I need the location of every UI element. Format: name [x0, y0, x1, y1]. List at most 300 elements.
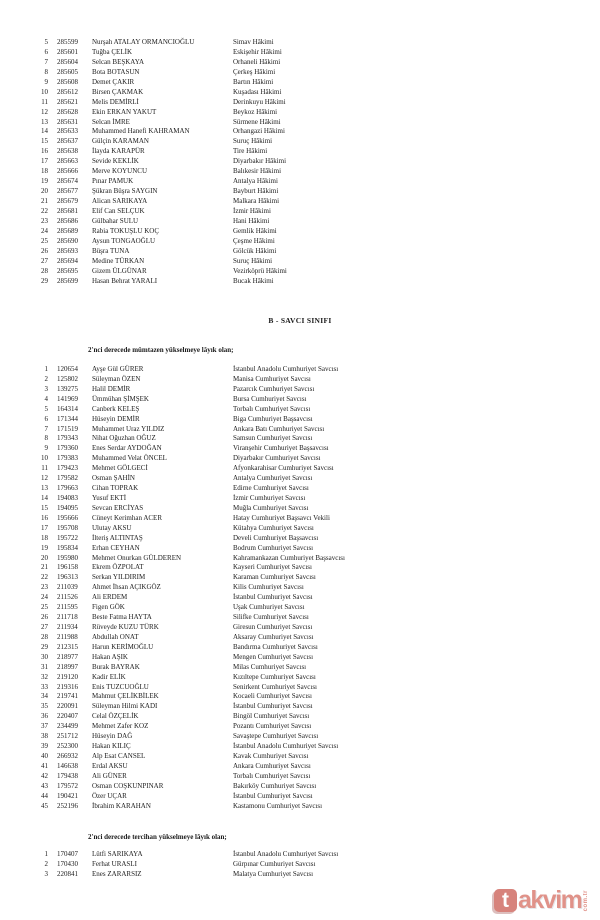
- person-name: Bota BOTASUN: [92, 67, 140, 76]
- table-row: [0, 147, 600, 157]
- takvim-logo-text: akvim: [518, 886, 582, 914]
- row-number: 16: [41, 513, 48, 522]
- hakim-list: [0, 38, 600, 286]
- registry-number: 179582: [57, 474, 78, 483]
- row-number: 9: [44, 444, 48, 453]
- registry-number: 211526: [57, 593, 78, 602]
- person-name: Nihat Oğuzhan OĞUZ: [92, 434, 156, 443]
- row-number: 1: [44, 850, 48, 858]
- table-row: [0, 48, 600, 58]
- registry-number: 285694: [57, 256, 78, 265]
- table-row: [0, 762, 600, 772]
- row-number: 16: [41, 147, 48, 156]
- duty-title: Bakırköy Cumhuriyet Savcısı: [233, 781, 317, 790]
- person-name: Alican SARIKAYA: [92, 197, 148, 205]
- person-name: Osman ŞAHİN: [92, 474, 135, 483]
- duty-title: Bursa Cumhuriyet Savcısı: [233, 394, 307, 403]
- duty-title: Malatya Cumhuriyet Savcısı: [233, 870, 314, 878]
- duty-title: Orhangazi Hâkimi: [233, 127, 285, 136]
- savci-list-2: [0, 849, 600, 879]
- registry-number: 211595: [57, 603, 78, 612]
- row-number: 23: [41, 583, 48, 592]
- duty-title: Bucak Hâkimi: [233, 276, 274, 285]
- duty-title: Ankara Cumhuriyet Savcısı: [233, 761, 311, 770]
- duty-title: Edirne Cumhuriyet Savcısı: [233, 484, 309, 493]
- row-number: 10: [41, 454, 48, 463]
- duty-title: Kayseri Cumhuriyet Savcısı: [233, 563, 312, 572]
- table-row: [0, 207, 600, 217]
- duty-title: Suruç Hâkimi: [233, 137, 273, 146]
- duty-title: Diyarbakır Cumhuriyet Savcısı: [233, 454, 321, 463]
- duty-title: Mengen Cumhuriyet Savcısı: [233, 652, 314, 661]
- table-row: [0, 257, 600, 267]
- duty-title: Antalya Hâkimi: [233, 177, 278, 186]
- table-row: [0, 444, 600, 454]
- table-row: [0, 772, 600, 782]
- person-name: Elif Can SELÇUK: [92, 206, 145, 215]
- person-name: Ümmühan ŞİMŞEK: [92, 394, 149, 403]
- subsection-2-header: 2'nci derecede tercihan yükselmeye lâyık olan;: [88, 833, 227, 841]
- row-number: 21: [41, 197, 48, 205]
- row-number: 37: [41, 722, 48, 731]
- row-number: 8: [44, 434, 48, 443]
- person-name: Ulutay AKSU: [92, 523, 132, 532]
- registry-number: 195666: [57, 513, 78, 522]
- registry-number: 141969: [57, 394, 78, 403]
- row-number: 5: [44, 38, 48, 46]
- registry-number: 196158: [57, 563, 78, 572]
- row-number: 11: [41, 464, 48, 473]
- duty-title: Aksaray Cumhuriyet Savcısı: [233, 632, 314, 641]
- registry-number: 219741: [57, 692, 78, 701]
- registry-number: 285638: [57, 147, 78, 156]
- duty-title: Diyarbakır Hâkimi: [233, 157, 287, 166]
- registry-number: 285621: [57, 97, 78, 106]
- person-name: Hüseyin DAĞ: [92, 732, 133, 741]
- table-row: [0, 474, 600, 484]
- table-row: [0, 484, 600, 494]
- person-name: Burak BAYRAK: [92, 662, 140, 671]
- row-number: 10: [41, 87, 48, 96]
- person-name: Enes ZARARSIZ: [92, 870, 142, 878]
- registry-number: 171519: [57, 424, 78, 433]
- duty-title: Kastamonu Cumhuriyet Savcısı: [233, 801, 323, 810]
- person-name: Alp Esat CANSEL: [92, 751, 146, 760]
- row-number: 40: [41, 751, 48, 760]
- table-row: [0, 167, 600, 177]
- row-number: 28: [41, 266, 48, 275]
- duty-title: Balıkesir Hâkimi: [233, 167, 282, 176]
- duty-title: Pozantı Cumhuriyet Savcısı: [233, 722, 312, 731]
- table-row: [0, 88, 600, 98]
- duty-title: Kuşadası Hâkimi: [233, 87, 282, 96]
- duty-title: Bayburt Hâkimi: [233, 187, 279, 196]
- registry-number: 285631: [57, 117, 78, 126]
- person-name: Süleyman Hilmi KADI: [92, 702, 158, 711]
- table-row: [0, 643, 600, 653]
- duty-title: Bandırma Cumhuriyet Savcısı: [233, 642, 318, 651]
- registry-number: 285674: [57, 177, 78, 186]
- person-name: Figen GÖK: [92, 603, 125, 612]
- person-name: Mahmut ÇELİKBİLEK: [92, 692, 159, 701]
- row-number: 24: [41, 226, 48, 235]
- person-name: Ferhat URASLI: [92, 860, 137, 868]
- person-name: Cüneyt Kerimhan ACER: [92, 513, 162, 522]
- registry-number: 285663: [57, 157, 78, 166]
- person-name: Medine TÜRKAN: [92, 256, 145, 265]
- duty-title: Hatay Cumhuriyet Başsavcı Vekili: [233, 513, 330, 522]
- person-name: Rabia TOKUŞLU KOÇ: [92, 226, 160, 235]
- duty-title: Karaman Cumhuriyet Savcısı: [233, 573, 316, 582]
- takvim-logo-domain: com.tr: [583, 889, 590, 912]
- duty-title: Orhaneli Hâkimi: [233, 57, 281, 66]
- row-number: 6: [44, 47, 48, 56]
- registry-number: 171344: [57, 414, 78, 423]
- table-row: [0, 563, 600, 573]
- person-name: Demet ÇAKIR: [92, 77, 135, 86]
- person-name: Selcan BEŞKAYA: [92, 57, 145, 66]
- duty-title: Hani Hâkimi: [233, 216, 270, 225]
- table-row: [0, 792, 600, 802]
- duty-title: Antalya Cumhuriyet Savcısı: [233, 474, 313, 483]
- duty-title: Samsun Cumhuriyet Savcısı: [233, 434, 313, 443]
- row-number: 26: [41, 613, 48, 622]
- duty-title: Afyonkarahisar Cumhuriyet Savcısı: [233, 464, 334, 473]
- person-name: Süleyman ÖZEN: [92, 374, 141, 383]
- row-number: 14: [41, 493, 48, 502]
- registry-number: 179663: [57, 484, 78, 493]
- duty-title: İstanbul Cumhuriyet Savcısı: [233, 791, 313, 800]
- table-row: [0, 177, 600, 187]
- table-row: [0, 782, 600, 792]
- row-number: 7: [44, 424, 48, 433]
- registry-number: 195708: [57, 523, 78, 532]
- table-row: [0, 267, 600, 277]
- registry-number: 212315: [57, 642, 78, 651]
- table-row: [0, 544, 600, 554]
- row-number: 6: [44, 414, 48, 423]
- row-number: 28: [41, 632, 48, 641]
- person-name: İlteriş ALTINTAŞ: [92, 533, 143, 542]
- table-row: [0, 375, 600, 385]
- row-number: 32: [41, 672, 48, 681]
- person-name: Hüseyin DEMİR: [92, 414, 140, 423]
- row-number: 12: [41, 474, 48, 483]
- duty-title: Beykoz Hâkimi: [233, 107, 278, 116]
- registry-number: 285690: [57, 236, 78, 245]
- row-number: 17: [41, 523, 48, 532]
- duty-title: Pazarcık Cumhuriyet Savcısı: [233, 384, 315, 393]
- row-number: 17: [41, 157, 48, 166]
- table-row: [0, 742, 600, 752]
- person-name: Mehmet Onurkan GÜLDEREN: [92, 553, 182, 562]
- registry-number: 285599: [57, 38, 78, 46]
- table-row: [0, 38, 600, 48]
- registry-number: 195834: [57, 543, 78, 552]
- duty-title: Kahramankazan Cumhuriyet Başsavcısı: [233, 553, 345, 562]
- table-row: [0, 98, 600, 108]
- table-row: [0, 395, 600, 405]
- table-row: [0, 722, 600, 732]
- registry-number: 285612: [57, 87, 78, 96]
- row-number: 29: [41, 276, 48, 285]
- registry-number: 179572: [57, 781, 78, 790]
- registry-number: 285604: [57, 57, 78, 66]
- registry-number: 285633: [57, 127, 78, 136]
- person-name: Mehmet GÖLGECİ: [92, 464, 148, 473]
- registry-number: 251712: [57, 732, 78, 741]
- table-row: [0, 494, 600, 504]
- table-row: [0, 663, 600, 673]
- person-name: Mehmet Zafer KOZ: [92, 722, 149, 731]
- row-number: 19: [41, 543, 48, 552]
- registry-number: 196313: [57, 573, 78, 582]
- duty-title: Muğla Cumhuriyet Savcısı: [233, 503, 309, 512]
- row-number: 27: [41, 256, 48, 265]
- duty-title: Develi Cumhuriyet Başsavcısı: [233, 533, 319, 542]
- row-number: 42: [41, 771, 48, 780]
- person-name: Muhammed Velat ÖNCEL: [92, 454, 167, 463]
- duty-title: Gemlik Hâkimi: [233, 226, 277, 235]
- table-row: [0, 849, 600, 859]
- registry-number: 218997: [57, 662, 78, 671]
- row-number: 7: [44, 57, 48, 66]
- table-row: [0, 464, 600, 474]
- duty-title: Silifke Cumhuriyet Savcısı: [233, 613, 309, 622]
- registry-number: 220841: [57, 870, 78, 878]
- registry-number: 252196: [57, 801, 78, 810]
- row-number: 21: [41, 563, 48, 572]
- person-name: Yusuf EKTİ: [92, 493, 127, 502]
- person-name: Cihan TOPRAK: [92, 484, 139, 493]
- table-row: [0, 137, 600, 147]
- section-b-header: B - SAVCI SINIFI: [268, 316, 332, 325]
- table-row: [0, 683, 600, 693]
- duty-title: Giresun Cumhuriyet Savcısı: [233, 622, 313, 631]
- person-name: Büşra TUNA: [92, 246, 130, 255]
- savci-list-1: [0, 365, 600, 811]
- row-number: 20: [41, 187, 48, 196]
- takvim-logo-box-icon: t: [494, 889, 517, 912]
- duty-title: Eskişehir Hâkimi: [233, 47, 282, 56]
- registry-number: 285693: [57, 246, 78, 255]
- person-name: Halil DEMİR: [92, 384, 131, 393]
- person-name: Lütfi SARIKAYA: [92, 850, 143, 858]
- duty-title: Gürpınar Cumhuriyet Savcısı: [233, 860, 316, 868]
- person-name: Ali ERDEM: [92, 593, 128, 602]
- registry-number: 170430: [57, 860, 78, 868]
- registry-number: 179423: [57, 464, 78, 473]
- person-name: Selcan İMRE: [92, 117, 130, 126]
- registry-number: 285686: [57, 216, 78, 225]
- row-number: 2: [44, 860, 48, 868]
- row-number: 15: [41, 137, 48, 146]
- table-row: [0, 434, 600, 444]
- person-name: Sevcan ERCİYAS: [92, 503, 144, 512]
- duty-title: Bodrum Cumhuriyet Savcısı: [233, 543, 314, 552]
- person-name: İlayda KARAPÜR: [92, 147, 145, 156]
- row-number: 30: [41, 652, 48, 661]
- table-row: [0, 504, 600, 514]
- person-name: Kadir ELİK: [92, 672, 126, 681]
- duty-title: Çerkeş Hâkimi: [233, 67, 276, 76]
- row-number: 2: [44, 374, 48, 383]
- registry-number: 285695: [57, 266, 78, 275]
- duty-title: İstanbul Cumhuriyet Savcısı: [233, 593, 313, 602]
- row-number: 12: [41, 107, 48, 116]
- person-name: Birsen ÇAKMAK: [92, 87, 144, 96]
- table-row: [0, 405, 600, 415]
- row-number: 26: [41, 246, 48, 255]
- row-number: 13: [41, 484, 48, 493]
- table-row: [0, 277, 600, 287]
- row-number: 3: [44, 384, 48, 393]
- registry-number: 285628: [57, 107, 78, 116]
- registry-number: 285679: [57, 197, 78, 205]
- table-row: [0, 633, 600, 643]
- person-name: Aysun TONGAOĞLU: [92, 236, 156, 245]
- table-row: [0, 425, 600, 435]
- row-number: 15: [41, 503, 48, 512]
- row-number: 8: [44, 67, 48, 76]
- subsection-1-header: 2'nci derecede mümtazen yükselmeye lâyık olan;: [88, 346, 234, 354]
- table-row: [0, 702, 600, 712]
- person-name: Celal ÖZÇELİK: [92, 712, 139, 721]
- registry-number: 125802: [57, 374, 78, 383]
- row-number: 45: [41, 801, 48, 810]
- person-name: Muhammet Uraz YILDIZ: [92, 424, 165, 433]
- person-name: Şükran Büşra SAYGIN: [92, 187, 158, 196]
- table-row: [0, 247, 600, 257]
- person-name: Tuğba ÇELİK: [92, 47, 132, 56]
- registry-number: 220091: [57, 702, 78, 711]
- table-row: [0, 68, 600, 78]
- table-row: [0, 692, 600, 702]
- registry-number: 285666: [57, 167, 78, 176]
- duty-title: İzmir Cumhuriyet Savcısı: [233, 493, 306, 502]
- row-number: 27: [41, 622, 48, 631]
- duty-title: Derinkuyu Hâkimi: [233, 97, 286, 106]
- row-number: 9: [44, 77, 48, 86]
- row-number: 19: [41, 177, 48, 186]
- registry-number: 219120: [57, 672, 78, 681]
- row-number: 3: [44, 870, 48, 878]
- person-name: İbrahim KARAHAN: [92, 801, 151, 810]
- person-name: Nurşah ATALAY ORMANCIOĞLU: [92, 38, 195, 46]
- duty-title: İstanbul Anadolu Cumhuriyet Savcısı: [233, 850, 339, 858]
- row-number: 22: [41, 573, 48, 582]
- duty-title: Manisa Cumhuriyet Savcısı: [233, 374, 311, 383]
- duty-title: İstanbul Anadolu Cumhuriyet Savcısı: [233, 365, 339, 373]
- duty-title: İzmir Hâkimi: [233, 206, 271, 215]
- row-number: 1: [44, 365, 48, 373]
- duty-title: Biga Cumhuriyet Başsavcısı: [233, 414, 313, 423]
- duty-title: Vezirköprü Hâkimi: [233, 266, 287, 275]
- takvim-watermark-logo: [494, 886, 589, 915]
- row-number: 36: [41, 712, 48, 721]
- registry-number: 120654: [57, 365, 78, 373]
- duty-title: Kızıltepe Cumhuriyet Savcısı: [233, 672, 316, 681]
- row-number: 5: [44, 404, 48, 413]
- table-row: [0, 752, 600, 762]
- registry-number: 252300: [57, 742, 78, 751]
- table-row: [0, 118, 600, 128]
- registry-number: 164314: [57, 404, 78, 413]
- duty-title: Torbalı Cumhuriyet Savcısı: [233, 404, 311, 413]
- table-row: [0, 157, 600, 167]
- person-name: Beste Fatma HAYTA: [92, 613, 152, 622]
- table-row: [0, 732, 600, 742]
- registry-number: 220407: [57, 712, 78, 721]
- person-name: Ekrem ÖZPOLAT: [92, 563, 144, 572]
- table-row: [0, 554, 600, 564]
- table-row: [0, 653, 600, 663]
- row-number: 38: [41, 732, 48, 741]
- registry-number: 179360: [57, 444, 78, 453]
- table-row: [0, 623, 600, 633]
- table-row: [0, 454, 600, 464]
- person-name: Merve KOYUNCU: [92, 167, 148, 176]
- table-row: [0, 613, 600, 623]
- row-number: 33: [41, 682, 48, 691]
- registry-number: 285681: [57, 206, 78, 215]
- person-name: Osman COŞKUNPINAR: [92, 781, 164, 790]
- duty-title: Bingöl Cumhuriyet Savcısı: [233, 712, 310, 721]
- duty-title: Milas Cumhuriyet Savcısı: [233, 662, 307, 671]
- registry-number: 234499: [57, 722, 78, 731]
- duty-title: İstanbul Cumhuriyet Savcısı: [233, 702, 313, 711]
- table-row: [0, 127, 600, 137]
- person-name: Abdullah ONAT: [92, 632, 139, 641]
- row-number: 39: [41, 742, 48, 751]
- table-row: [0, 78, 600, 88]
- row-number: 20: [41, 553, 48, 562]
- registry-number: 266932: [57, 751, 78, 760]
- table-row: [0, 712, 600, 722]
- registry-number: 179383: [57, 454, 78, 463]
- row-number: 4: [44, 394, 48, 403]
- table-row: [0, 385, 600, 395]
- table-row: [0, 859, 600, 869]
- duty-title: Suruç Hâkimi: [233, 256, 273, 265]
- table-row: [0, 365, 600, 375]
- person-name: Erdal AKSU: [92, 761, 128, 770]
- registry-number: 211988: [57, 632, 78, 641]
- duty-title: Kavak Cumhuriyet Savcısı: [233, 751, 309, 760]
- table-row: [0, 415, 600, 425]
- table-row: [0, 802, 600, 812]
- person-name: Pınar PAMUK: [92, 177, 134, 186]
- table-row: [0, 187, 600, 197]
- row-number: 18: [41, 533, 48, 542]
- row-number: 44: [41, 791, 48, 800]
- person-name: Serkan YILDIRIM: [92, 573, 146, 582]
- person-name: Erhan CEYHAN: [92, 543, 140, 552]
- row-number: 35: [41, 702, 48, 711]
- row-number: 23: [41, 216, 48, 225]
- registry-number: 219316: [57, 682, 78, 691]
- row-number: 24: [41, 593, 48, 602]
- row-number: 18: [41, 167, 48, 176]
- table-row: [0, 58, 600, 68]
- duty-title: Tire Hâkimi: [233, 147, 268, 156]
- registry-number: 146638: [57, 761, 78, 770]
- row-number: 34: [41, 692, 48, 701]
- registry-number: 285689: [57, 226, 78, 235]
- row-number: 13: [41, 117, 48, 126]
- person-name: Enis TUZCUOĞLU: [92, 682, 149, 691]
- duty-title: Bartın Hâkimi: [233, 77, 274, 86]
